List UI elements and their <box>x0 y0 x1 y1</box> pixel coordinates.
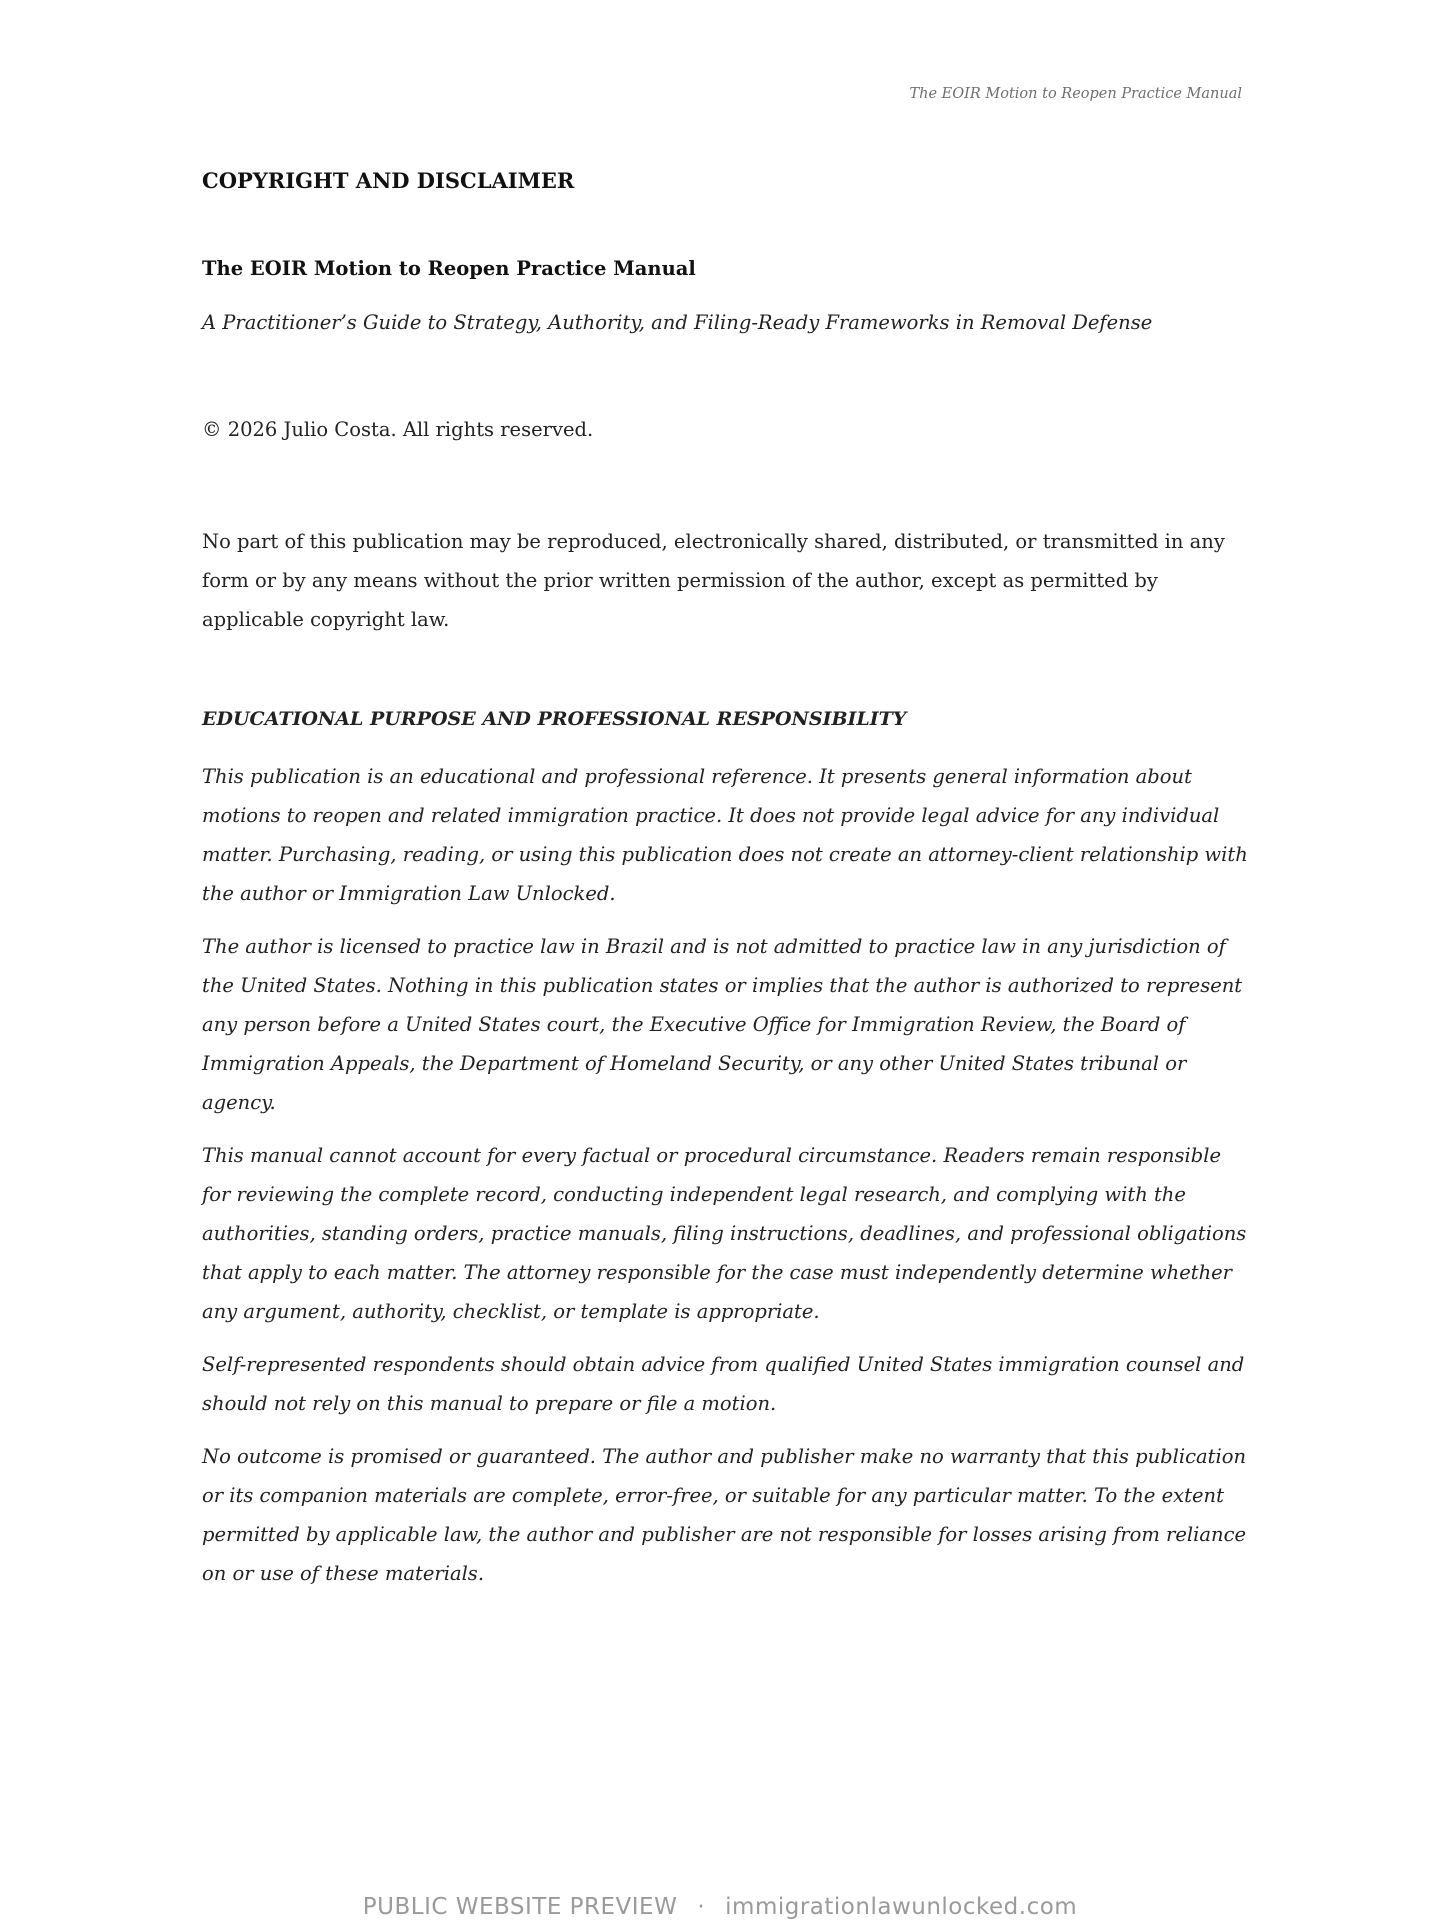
footer-site-link[interactable]: immigrationlawunlocked.com <box>725 1894 1078 1920</box>
book-title: The EOIR Motion to Reopen Practice Manual <box>202 257 696 280</box>
disclaimer-paragraph-educational: This publication is an educational and professional reference. It presents general information about motions to reopen and related immigration practice. It does not provide legal advice for any individual matter. Purchasing, reading, or using this publication does not create an attorney-client relationship with the author or Immigration Law Unlocked. <box>202 765 1248 905</box>
rights-paragraph: No part of this publication may be reproduced, electronically shared, distributed, or transmitted in any form or by any means without the prior written permission of the author, except as permitted by applicable copyright law. <box>202 530 1225 631</box>
disclaimer-body <box>202 757 1250 1607</box>
running-header: The EOIR Motion to Reopen Practice Manual <box>909 86 1242 102</box>
footer-separator: · <box>697 1894 706 1920</box>
section-title: COPYRIGHT AND DISCLAIMER <box>202 168 575 193</box>
disclaimer-paragraph-licensure: The author is licensed to practice law in Brazil and is not admitted to practice law in any jurisdiction of the United States. Nothing in this publication states or implies that the author is authorized to represent any person before a United States court, the Executive Office for Immigration Review, the Board of Immigration Appeals, the Department of Homeland Security, or any other United States tribunal or agency. <box>202 935 1243 1114</box>
disclaimer-paragraph-self-represented: Self-represented respondents should obtain advice from qualified United States immigration counsel and should not rely on this manual to prepare or file a motion. <box>202 1353 1245 1415</box>
footer-label: PUBLIC WEBSITE PREVIEW <box>362 1894 678 1920</box>
disclaimer-paragraph-responsibility: This manual cannot account for every factual or procedural circumstance. Readers remain responsible for reviewing the complete record, conducting independent legal research, and complying with the authorities, standing orders, practice manuals, filing instructions, deadlines, and professional obligations that apply to each matter. The attorney responsible for the case must independently determine whether any argument, authority, checklist, or template is appropriate. <box>202 1144 1247 1323</box>
book-subtitle: A Practitioner’s Guide to Strategy, Authority, and Filing-Ready Frameworks in Removal Defense <box>202 311 1153 334</box>
copyright-notice: © 2026 Julio Costa. All rights reserved. <box>202 418 594 441</box>
disclaimer-heading: EDUCATIONAL PURPOSE AND PROFESSIONAL RESPONSIBILITY <box>202 708 907 730</box>
disclaimer-paragraph-no-warranty: No outcome is promised or guaranteed. The author and publisher make no warranty that this publication or its companion materials are complete, error-free, or suitable for any particular matter. To the extent permitted by applicable law, the author and publisher are not responsible for losses arising from reliance on or use of these materials. <box>202 1445 1247 1585</box>
preview-footer <box>0 1894 1440 1920</box>
